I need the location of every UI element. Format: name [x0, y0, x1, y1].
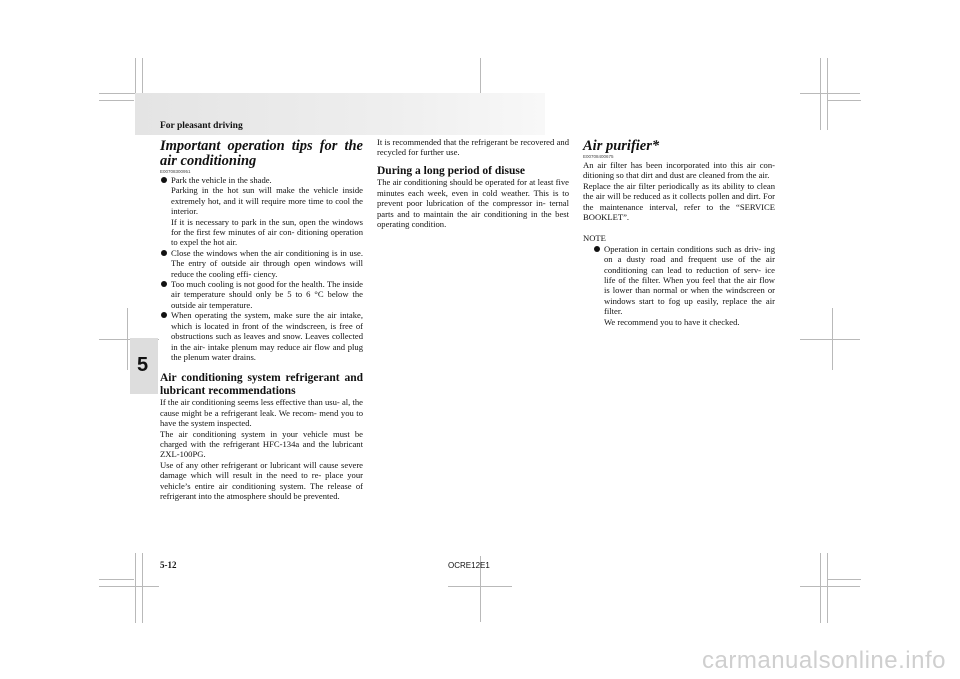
- chapter-number: 5: [137, 354, 149, 376]
- column-2: [377, 137, 569, 229]
- heading-operation-tips: Important operation tips for the air conditioning: [160, 138, 363, 169]
- document-code: OCRE12E1: [448, 561, 490, 570]
- bullet-icon: [594, 246, 600, 252]
- heading-air-purifier: Air purifier*: [583, 138, 660, 154]
- bullet-icon: [161, 250, 167, 256]
- list-item: Operation in certain conditions such as driv- ing on a dusty road and frequent use of the air conditioning can lead to reduction of serv- ice life of the filter. When you feel that the air flow is lower than normal or when the windscreen or windows start to fog up easily, replace the air filter. We recommend you to have it checked.: [593, 244, 775, 327]
- bullet-icon: [161, 281, 167, 287]
- column-3: [583, 139, 775, 327]
- chapter-tab: [130, 338, 158, 394]
- watermark: carmanualsonline.info: [702, 647, 946, 674]
- paragraph: It is recommended that the refrigerant be recovered and recycled for further use.: [377, 137, 569, 158]
- list-item: Close the windows when the air conditioning is in use. The entry of outside air through open windows will reduce the cooling effi- ciency.: [160, 248, 363, 279]
- list-item: Park the vehicle in the shade. Parking in the hot sun will make the vehicle inside extremely hot, and it will require more time to cool the interior. If it is necessary to park in the sun, open the windows for the first few minutes of air con- ditioning operation to expel the hot air.: [160, 175, 363, 248]
- list-item: Too much cooling is not good for the health. The inside air temperature should only be 5 to 6 °C below the outside air temperature.: [160, 279, 363, 310]
- section-title: For pleasant driving: [160, 121, 243, 131]
- heading-disuse: During a long period of disuse: [377, 164, 525, 177]
- paragraph: Use of any other refrigerant or lubricant will cause severe damage which will result in the need to re- place your vehicle’s entire air conditioning system. The release of refrigerant into the atmosphere should be prevented.: [160, 459, 363, 501]
- paragraph: Replace the air filter periodically as its ability to clean the air will be reduced as it collects pollen and dirt. For the maintenance interval, refer to the “SERVICE BOOKLET”.: [583, 180, 775, 223]
- paragraph: An air filter has been incorporated into this air con- ditioning so that dirt and dust are cleaned from the air.: [583, 160, 775, 181]
- page-number: 5-12: [160, 560, 177, 570]
- list-item: When operating the system, make sure the air intake, which is located in front of the windscreen, is free of obstructions such as leaves and snow. Leaves collected in the air- intake plenum may reduce air flow and plug the plenum water drains.: [160, 310, 363, 362]
- note-label: NOTE: [583, 233, 606, 244]
- paragraph: The air conditioning should be operated for at least five minutes each week, even in cold weather. This is to prevent poor lubrication of the compressor in- ternal parts and to maintain the air conditioning in the best operating condition.: [377, 177, 569, 229]
- bullet-icon: [161, 312, 167, 318]
- section-code: E00708400675: [583, 154, 614, 159]
- paragraph: If the air conditioning seems less effective than usu- al, the cause might be a refrigerant leak. We recom- mend you to have the system inspected.: [160, 397, 363, 429]
- bullet-icon: [161, 177, 167, 183]
- column-1: [160, 139, 363, 501]
- section-code: E00708300951: [160, 169, 191, 174]
- paragraph: The air conditioning system in your vehicle must be charged with the refrigerant HFC-134a and the lubricant ZXL-100PG.: [160, 428, 363, 460]
- heading-refrigerant: Air conditioning system refrigerant and lubricant recommendations: [160, 372, 363, 397]
